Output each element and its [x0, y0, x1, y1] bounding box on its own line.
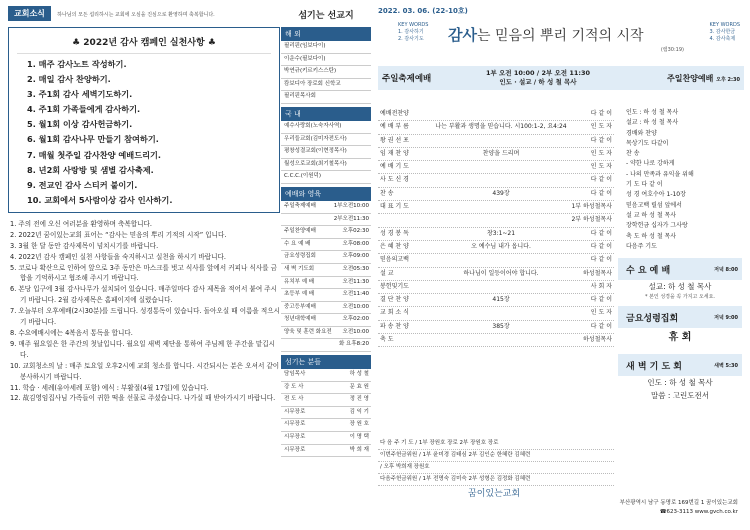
order-item: 교 회 소 식	[380, 309, 409, 317]
praise-line: 장학헌금 십자가 그사랑	[626, 222, 688, 230]
order-item: 봉헌및기도	[380, 282, 409, 290]
news-item: 3. 3월 한 달 동안 감사제목이 넘치시기를 바랍니다.	[10, 241, 159, 250]
church-news-column	[8, 6, 280, 526]
order-row	[378, 161, 614, 174]
worship-time: 오후08:00	[342, 240, 369, 247]
news-item: 5. 코로나 확산으로 인하여 앞으로 3주 동안은 마스크를 벗고 식사를 앞에서 커피나 식사를 금합을 기억하시고 협조해 주시기 바랍니다.	[10, 263, 278, 283]
order-item: 믿음의고백	[380, 256, 409, 264]
overseas-item: 필리핀목사회	[281, 91, 371, 104]
praise-line: 경배와 찬양	[626, 129, 657, 137]
praise-line: 찬 송	[626, 150, 640, 158]
order-leader: 하성철목사	[583, 269, 612, 277]
keywords-left	[398, 22, 428, 43]
keyword: 2. 감사기도	[398, 36, 424, 42]
order-item: 사 도 신 경	[380, 176, 409, 184]
staff-role: 강 도 사	[284, 383, 304, 390]
praise-line: 다음주 기도	[626, 242, 657, 250]
order-content	[432, 307, 570, 319]
overseas-item: 필리핀(임보다이)	[281, 41, 371, 54]
friday-recess: 휴 회	[668, 332, 692, 344]
worship-name: 초등부 예 배	[284, 291, 315, 298]
order-content	[432, 201, 570, 213]
order-content: 오 예수님 내가 옵니다.	[471, 242, 531, 250]
domestic-item: 우리들교회(김미자전도사)	[281, 134, 371, 147]
domestic-item: C.C.C.(이원덕)	[281, 171, 371, 184]
order-leader: 다 같 이	[590, 176, 612, 184]
campaign-item: 4. 주1회 가족들에게 감사하기.	[27, 104, 141, 115]
order-content: 385장	[492, 322, 510, 330]
worship-row	[281, 339, 371, 352]
staff-row	[281, 407, 371, 420]
order-leader: 다 같 이	[590, 256, 612, 264]
campaign-item: 9. 전교인 감사 스티커 붙이기.	[27, 179, 138, 190]
order-item: 결 단 찬 양	[380, 296, 409, 304]
service-leader: 인도 · 설교 / 하 성 철 목사	[499, 78, 577, 86]
worship-order-column	[378, 6, 744, 526]
praise-line: - 약한 나로 강하게	[626, 160, 675, 168]
worship-time: 오전10:00	[342, 328, 369, 335]
worship-name: 수 요 예 배	[284, 240, 311, 247]
order-row	[378, 201, 614, 214]
campaign-item: 3. 주1회 감사 세벽기도하기.	[27, 89, 133, 100]
duty-row: 이번주헌금위원 / 1부 윤미경 김태심 2부 김인순 한혜란 김혜련	[378, 450, 614, 462]
sunday-service-info	[474, 69, 602, 87]
domestic-item: 평창성결교회(이현정목사)	[281, 146, 371, 159]
campaign-item: 1. 매주 감사노트 작성하기.	[27, 59, 127, 69]
order-content	[432, 174, 570, 186]
praise-line: 설 교 하 성 철 목사	[626, 211, 677, 219]
news-item: 11. 학습 · 세례(유아세례 포함) 예식 : 부활절(4월 17일)에 있습니다.	[10, 383, 209, 392]
worship-time: 오전11:30	[342, 278, 369, 285]
worship-name: 주일찬양예배	[284, 228, 316, 235]
worship-time: 화 요후8:20	[338, 341, 369, 348]
news-list	[8, 219, 280, 404]
worship-time: 오후02:00	[342, 316, 369, 323]
praise-service-time: 오후 2:30	[716, 76, 740, 83]
order-of-service	[378, 108, 614, 347]
wednesday-note: * 본인 성경을 꼭 가지고 오세요.	[645, 294, 715, 301]
order-leader: 인 도 자	[590, 149, 612, 157]
worship-time: 오전10:00	[342, 303, 369, 310]
order-row	[378, 148, 614, 161]
order-row	[378, 294, 614, 307]
order-row	[378, 321, 614, 334]
news-item: 12. 故김영임집사님 가족들이 귀한 떡을 선물로 주셨습니다. 나가실 때 받아가시기 바랍니다.	[10, 394, 276, 403]
issue-date: 2022. 03. 06. (22-10호)	[378, 7, 468, 15]
order-leader: 다 같 이	[590, 229, 612, 237]
worship-time: 오후02:30	[342, 228, 369, 235]
staff-name: 박 희 재	[349, 446, 369, 453]
worship-row	[281, 214, 371, 227]
church-address: 부산광역시 남구 동명로 169번길 1 꿈이있는교회	[619, 500, 738, 506]
keyword: 3. 감사한금	[709, 29, 736, 35]
order-content	[432, 254, 570, 266]
order-content	[432, 334, 570, 346]
worship-time: 1부오전10:00	[333, 202, 369, 209]
order-leader: 다 같 이	[590, 110, 612, 117]
dawn-header	[618, 354, 742, 376]
theme-verse: (렘30:19)	[660, 47, 684, 53]
worship-list	[281, 201, 371, 352]
worship-time: 오전11:40	[342, 291, 369, 298]
order-item: 예배전찬양	[380, 110, 409, 117]
worship-name: 유치부 예 배	[284, 278, 315, 285]
campaign-list	[17, 57, 271, 208]
duty-row: 다음주헌금위원 / 1부 전명숙 김미숙 2부 성형은 김정화 김혜련	[378, 474, 614, 486]
wednesday-header	[618, 258, 742, 280]
order-leader: 다 같 이	[590, 189, 612, 197]
order-row	[378, 228, 614, 241]
theme-title-rest: 는 믿음의 뿌리 기적의 시작	[476, 28, 644, 44]
domestic-item: 월성으로교회(최기철목사)	[281, 159, 371, 172]
wednesday-service-name: 수 요 예 배	[626, 265, 671, 276]
praise-line: 성 경 여호수아 1-10장	[626, 191, 686, 199]
order-row	[378, 334, 614, 347]
keyword: 4. 감사축제	[709, 36, 736, 42]
campaign-box	[8, 27, 280, 213]
staff-row	[281, 369, 371, 382]
order-item: 대 표 기 도	[380, 203, 409, 211]
staff-name: 하 성 철	[349, 371, 369, 378]
campaign-title: ♣ 2022년 감사 캠페인 실천사항 ♣	[17, 32, 271, 54]
theme-banner	[378, 18, 744, 64]
order-content: 나는 부활과 생명을 믿습니다. 시100:1-2, 요4:24	[435, 123, 567, 131]
praise-line: 목상기도 다같이	[626, 139, 669, 147]
order-row	[378, 121, 614, 134]
praise-line: 설교 : 하 성 철 목사	[626, 119, 679, 127]
news-item: 8. 수요예배시에는 4복음서 통독을 합니다.	[10, 329, 133, 337]
order-item: 설 교	[380, 269, 394, 277]
order-leader: 인 도 자	[590, 123, 612, 131]
order-item: 은 혜 찬 양	[380, 242, 409, 250]
overseas-item: 이운수(필보다이)	[281, 54, 371, 67]
order-row	[378, 174, 614, 187]
order-content: 창3:1~21	[486, 229, 516, 237]
staff-header: 섬기는 분들	[281, 355, 371, 369]
overseas-item: 캄보디아 장로회 신학교	[281, 79, 371, 92]
worship-row	[281, 201, 371, 214]
news-item: 4. 2022년 감사 캠페인 실천 사항들을 숙지하시고 실천을 하시기 바랍니다.	[10, 252, 227, 261]
order-row	[378, 135, 614, 148]
mission-column	[281, 6, 371, 526]
praise-line: 믿음고백 릴섬 앞에서	[626, 201, 682, 209]
order-row	[378, 307, 614, 320]
staff-role: 시무장로	[284, 421, 306, 428]
news-item: 6. 본당 입구에 3월 감사나무가 설치되어 있습니다. 매주일마다 감사 제목을 적어서 붙여 주시기 바랍니다. 2월 감사제목은 홈페이지에 실렸습니다.	[10, 285, 278, 305]
other-services	[618, 108, 742, 402]
campaign-item: 2. 매일 감사 찬양하기.	[27, 74, 111, 85]
news-item: 9. 매주 월요일은 한 주간의 첫날입니다. 월요일 새벽 제단을 통하여 주님께 한 주간을 맡깁시다.	[10, 339, 275, 359]
order-leader: 다 같 이	[590, 322, 612, 330]
worship-row	[281, 289, 371, 302]
order-row	[378, 108, 614, 121]
worship-time: 오전05:30	[342, 265, 369, 272]
order-item: 임 재 찬 양	[380, 149, 409, 157]
worship-row	[281, 251, 371, 264]
dawn-service-time: 새벽 5:30	[714, 362, 738, 369]
praise-line: - 나의 만족과 유익을 위해	[626, 170, 694, 178]
order-row	[378, 281, 614, 294]
order-leader: 다 같 이	[590, 242, 612, 250]
worship-name: 새 벽 기도회	[284, 265, 315, 272]
keyword: KEY WORDS	[709, 22, 740, 28]
campaign-item: 10. 교회에서 5사람이상 감사 인사하기.	[27, 194, 173, 205]
duty-roster	[378, 438, 614, 486]
duty-row: / 오후 박희재 장원호	[378, 462, 614, 474]
wednesday-preacher: 설교: 하 성 철 목사	[648, 282, 712, 292]
order-item: 파 송 찬 양	[380, 322, 409, 330]
staff-name: 정 진 영	[349, 396, 369, 403]
worship-name: 금요성령집회	[284, 253, 316, 260]
friday-service-time: 저녁 9:00	[714, 314, 738, 321]
wednesday-service-time: 저녁 8:00	[714, 266, 738, 273]
keyword: 1. 감사하기	[398, 29, 424, 35]
staff-row	[281, 432, 371, 445]
domestic-header: 국 내	[281, 107, 371, 121]
staff-name: 이 명 택	[349, 434, 369, 441]
staff-name: 장 원 호	[349, 421, 369, 428]
staff-row	[281, 382, 371, 395]
service-times: 1부 오전 10:00 / 2부 오전 11:30	[485, 69, 591, 77]
worship-row	[281, 302, 371, 315]
dawn-service-name: 새 벽 기 도 회	[626, 361, 683, 372]
friday-header	[618, 306, 742, 328]
worship-header: 예배와 영육	[281, 187, 371, 201]
order-content	[432, 281, 570, 293]
order-content: 찬양을 드리며	[482, 149, 520, 157]
worship-row	[281, 264, 371, 277]
praise-line: 인도 : 하 성 철 목사	[626, 109, 679, 116]
campaign-item: 7. 매월 첫주일 감사찬양 예배드리기.	[27, 149, 162, 160]
praise-line: 기 도 다 같 이	[626, 181, 663, 189]
worship-row	[281, 226, 371, 239]
order-leader: 인 도 자	[590, 309, 612, 317]
church-logo: 꿈이있는교회	[468, 489, 521, 499]
worship-row	[281, 327, 371, 340]
keyword: KEY WORDS	[398, 22, 429, 28]
dawn-leader: 인도 : 하 성 철 목사	[647, 378, 713, 388]
order-row	[378, 188, 614, 201]
order-content	[432, 108, 570, 120]
dawn-scripture: 말씀 : 고린도전서	[650, 391, 709, 401]
church-footer	[438, 486, 738, 517]
order-leader: 2부 하성철목사	[571, 216, 612, 224]
duty-row: 다 음 주 기 도 / 1부 장원호 장로 2부 장원호 장로	[378, 438, 614, 450]
order-row	[378, 254, 614, 267]
keywords-right	[710, 22, 740, 43]
worship-time: 2부오전11:30	[333, 215, 369, 222]
order-leader: 다 같 이	[590, 136, 612, 144]
worship-time: 오후09:00	[342, 253, 369, 260]
order-item: 예 배 부 름	[380, 123, 409, 131]
staff-role: 담임목사	[284, 371, 306, 378]
welcome-note: 하나님의 모든 섭리하시는 교회에 오심을 진심으로 환영하며 축복합니다.	[57, 12, 215, 18]
church-contact: ☎623-3113 www.gvch.co.kr	[659, 509, 738, 515]
worship-row	[281, 314, 371, 327]
order-content	[432, 161, 570, 173]
order-item: 축 도	[380, 336, 394, 344]
sunday-service-name: 주일축제예배	[382, 74, 432, 84]
order-content	[432, 135, 570, 147]
overseas-item: 박연규(키르키스스탄)	[281, 66, 371, 79]
news-item: 10. 교회청소의 날 : 매주 토요일 오후2시에 교회 청소를 합니다. 시간되시는 분은 오셔서 같이 봉사하시기 바랍니다.	[10, 361, 280, 381]
news-item: 1. 주의 전에 오신 여러분을 환영하며 축복합니다.	[10, 219, 152, 228]
order-item: 예 배 기 도	[380, 163, 409, 171]
campaign-item: 6. 월1회 감사나무 만들기 참여하기.	[27, 134, 159, 145]
order-item: 왕 권 선 포	[380, 136, 409, 144]
staff-name: 김 익 기	[349, 408, 369, 415]
order-leader: 인 도 자	[590, 163, 612, 171]
service-header	[378, 66, 744, 90]
worship-row	[281, 277, 371, 290]
worship-name: 청년대학예배	[284, 316, 316, 323]
staff-role: 시무장로	[284, 446, 306, 453]
staff-role: 시무장로	[284, 434, 306, 441]
order-content	[432, 214, 570, 226]
order-leader: 1부 하성철목사	[571, 203, 612, 211]
order-content: 415장	[492, 296, 510, 304]
order-row	[378, 214, 614, 227]
church-news-tag: 교회소식	[8, 6, 51, 21]
theme-title	[448, 24, 644, 45]
campaign-item: 8. 년2회 사랑방 및 샘별 감사축제.	[27, 164, 154, 175]
order-item	[378, 214, 432, 226]
domestic-item: 예수사랑회(노숙자사역)	[281, 121, 371, 134]
order-content: 439장	[492, 189, 510, 197]
praise-line: 축 도 하 성 철 목사	[626, 232, 677, 240]
friday-service-name: 금요성령집회	[626, 313, 679, 324]
praise-service-header	[602, 73, 744, 84]
order-leader: 사 회 자	[590, 282, 612, 290]
campaign-item: 5. 월1회 이상 감사헌금하기.	[27, 119, 133, 130]
worship-name: 주일축제예배	[284, 202, 316, 209]
order-leader: 하성철목사	[583, 336, 612, 344]
staff-role: 시무장로	[284, 408, 306, 415]
staff-row	[281, 419, 371, 432]
order-leader: 다 같 이	[590, 296, 612, 304]
theme-title-highlight: 감사	[448, 26, 477, 44]
mission-title: 섬기는 선교지	[298, 11, 354, 21]
order-item: 성 경 봉 독	[380, 229, 409, 237]
order-item: 찬 송	[380, 189, 394, 197]
order-content: 하나님이 일등이어야 합니다.	[463, 269, 539, 277]
praise-service-name: 주일찬양예배	[666, 73, 714, 83]
staff-row	[281, 445, 371, 458]
news-item: 7. 오늘부터 오후예배(2시30분)를 드립니다. 성경통독이 있습니다. 돌아오실 때 이름을 적으시기 바랍니다.	[10, 307, 281, 327]
worship-name: 중고등부예배	[284, 303, 316, 310]
order-row	[378, 268, 614, 281]
news-item: 2. 2022년 꿈이있는교회 표어는 “감사는 믿음의 뿌리 기적의 시작” 입니다.	[10, 230, 227, 239]
praise-program	[618, 108, 742, 252]
order-row	[378, 241, 614, 254]
worship-row	[281, 239, 371, 252]
worship-name: 양육 및 훈련 화요전	[284, 328, 332, 335]
staff-row	[281, 394, 371, 407]
staff-name: 문 효 원	[349, 383, 369, 390]
staff-role: 전 도 사	[284, 396, 304, 403]
overseas-header: 해 외	[281, 27, 371, 41]
